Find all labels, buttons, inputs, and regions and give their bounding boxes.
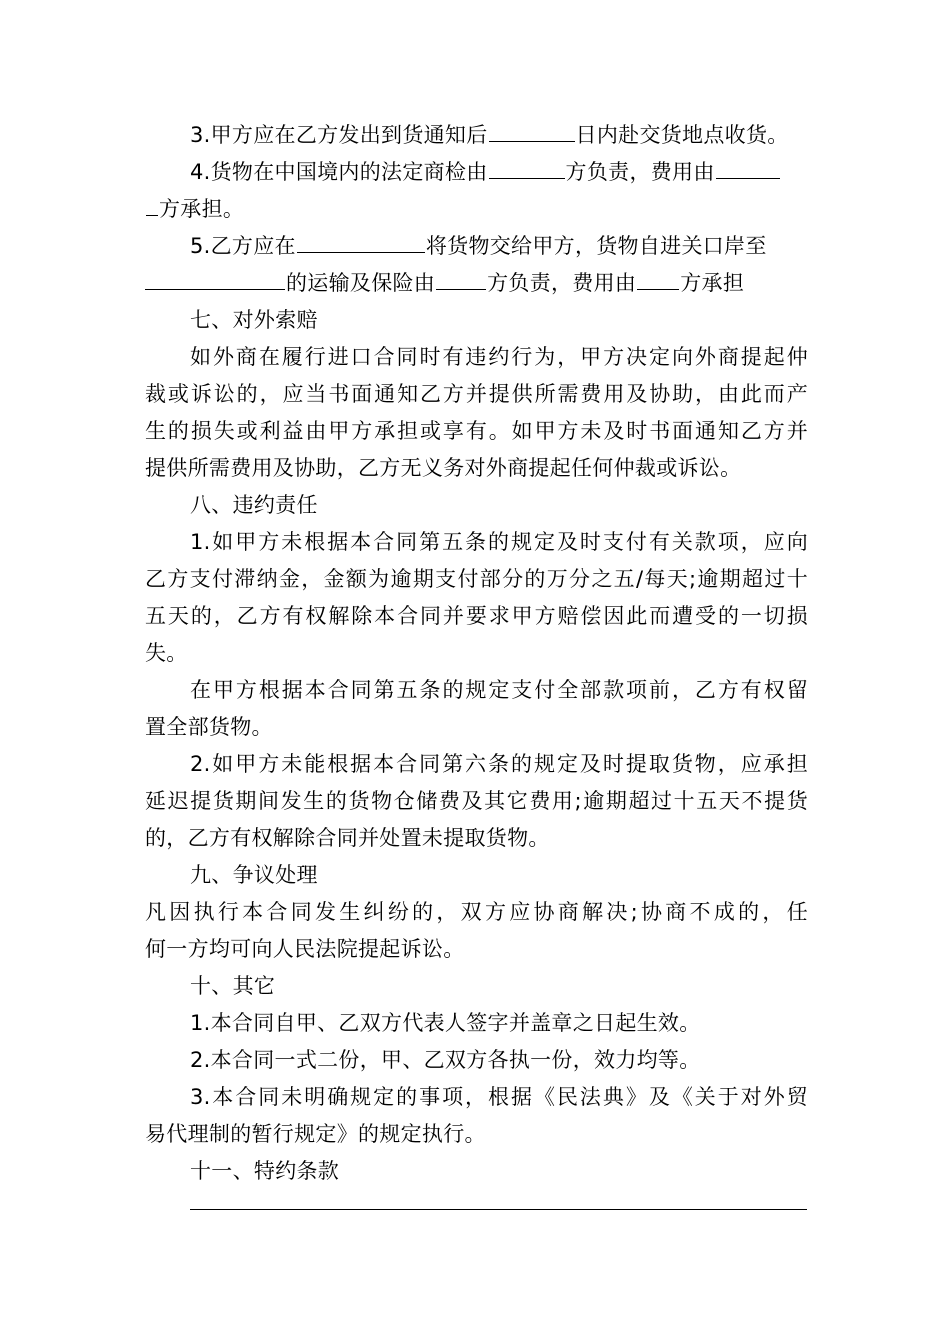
clause-text: 3.甲方应在乙方发出到货通知后 bbox=[190, 123, 488, 147]
section-heading-11: 十一、特约条款 bbox=[190, 1159, 340, 1183]
paragraph-line: 生的损失或利益由甲方承担或享有。如甲方未及时书面通知乙方并 bbox=[145, 419, 808, 443]
section-heading-8: 八、违约责任 bbox=[190, 493, 318, 517]
paragraph-line: 提供所需费用及协助，乙方无义务对外商提起任何仲裁或诉讼。 bbox=[145, 456, 742, 480]
clause-text: 方负责，费用由 bbox=[565, 160, 715, 184]
contract-body bbox=[145, 117, 808, 1190]
paragraph-line: 1.如甲方未根据本合同第五条的规定及时支付有关款项，应向 bbox=[190, 530, 808, 554]
clause-6-4-cont bbox=[145, 191, 808, 228]
clause-text: 日内赴交货地点收货。 bbox=[575, 123, 789, 147]
paragraph-line: 乙方支付滞纳金，金额为逾期支付部分的万分之五/每天;逾期超过十 bbox=[145, 567, 808, 591]
fill-blank-fee-party-cont bbox=[146, 191, 158, 216]
clause-6-5-cont bbox=[145, 265, 808, 302]
clause-6-3 bbox=[145, 117, 808, 154]
paragraph-line: 延迟提货期间发生的货物仓储费及其它费用;逾期超过十五天不提货 bbox=[145, 789, 808, 813]
fill-blank-transport-party bbox=[436, 265, 486, 290]
paragraph-line: 何一方均可向人民法院提起诉讼。 bbox=[145, 937, 465, 961]
clause-text: 方负责，费用由 bbox=[487, 271, 637, 295]
paragraph-line: 2.本合同一式二份，甲、乙双方各执一份，效力均等。 bbox=[190, 1048, 701, 1072]
fill-blank-delivery-time bbox=[297, 228, 425, 253]
paragraph-line: 失。 bbox=[145, 641, 188, 665]
paragraph-line: 2.如甲方未能根据本合同第六条的规定及时提取货物，应承担 bbox=[190, 752, 808, 776]
fill-blank-destination bbox=[145, 265, 285, 290]
clause-text: 的运输及保险由 bbox=[286, 271, 436, 295]
section-heading-9: 九、争议处理 bbox=[190, 863, 318, 887]
clause-6-4 bbox=[145, 154, 808, 191]
paragraph-line: 在甲方根据本合同第五条的规定支付全部款项前，乙方有权留 bbox=[190, 678, 808, 702]
paragraph-line: 置全部货物。 bbox=[145, 715, 273, 739]
fill-blank-days bbox=[489, 117, 575, 142]
clause-text: 将货物交给甲方，货物自进关口岸至 bbox=[425, 234, 767, 258]
paragraph-line: 五天的，乙方有权解除本合同并要求甲方赔偿因此而遭受的一切损 bbox=[145, 604, 808, 628]
paragraph-line: 易代理制的暂行规定》的规定执行。 bbox=[145, 1122, 486, 1146]
section-heading-10: 十、其它 bbox=[190, 974, 276, 998]
fill-blank-inspection-party bbox=[489, 154, 565, 179]
special-terms-blank-line bbox=[190, 1209, 807, 1210]
clause-6-5 bbox=[145, 228, 808, 265]
paragraph-line: 3.本合同未明确规定的事项，根据《民法典》及《关于对外贸 bbox=[190, 1085, 808, 1109]
clause-text: 方承担 bbox=[680, 271, 745, 295]
clause-text: 5.乙方应在 bbox=[190, 234, 296, 258]
clause-text: 4.货物在中国境内的法定商检由 bbox=[190, 160, 488, 184]
clause-text: 方承担。 bbox=[159, 197, 245, 221]
paragraph-line: 1.本合同自甲、乙双方代表人签字并盖章之日起生效。 bbox=[190, 1011, 701, 1035]
fill-blank-fee-party bbox=[716, 154, 780, 179]
paragraph-line: 的，乙方有权解除合同并处置未提取货物。 bbox=[145, 826, 550, 850]
paragraph-line: 如外商在履行进口合同时有违约行为，甲方决定向外商提起仲 bbox=[190, 345, 808, 369]
section-heading-7: 七、对外索赔 bbox=[190, 308, 318, 332]
fill-blank-transport-fee-party bbox=[637, 265, 679, 290]
paragraph-line: 凡因执行本合同发生纠纷的，双方应协商解决;协商不成的，任 bbox=[145, 900, 808, 924]
paragraph-line: 裁或诉讼的，应当书面通知乙方并提供所需费用及协助，由此而产 bbox=[145, 382, 808, 406]
